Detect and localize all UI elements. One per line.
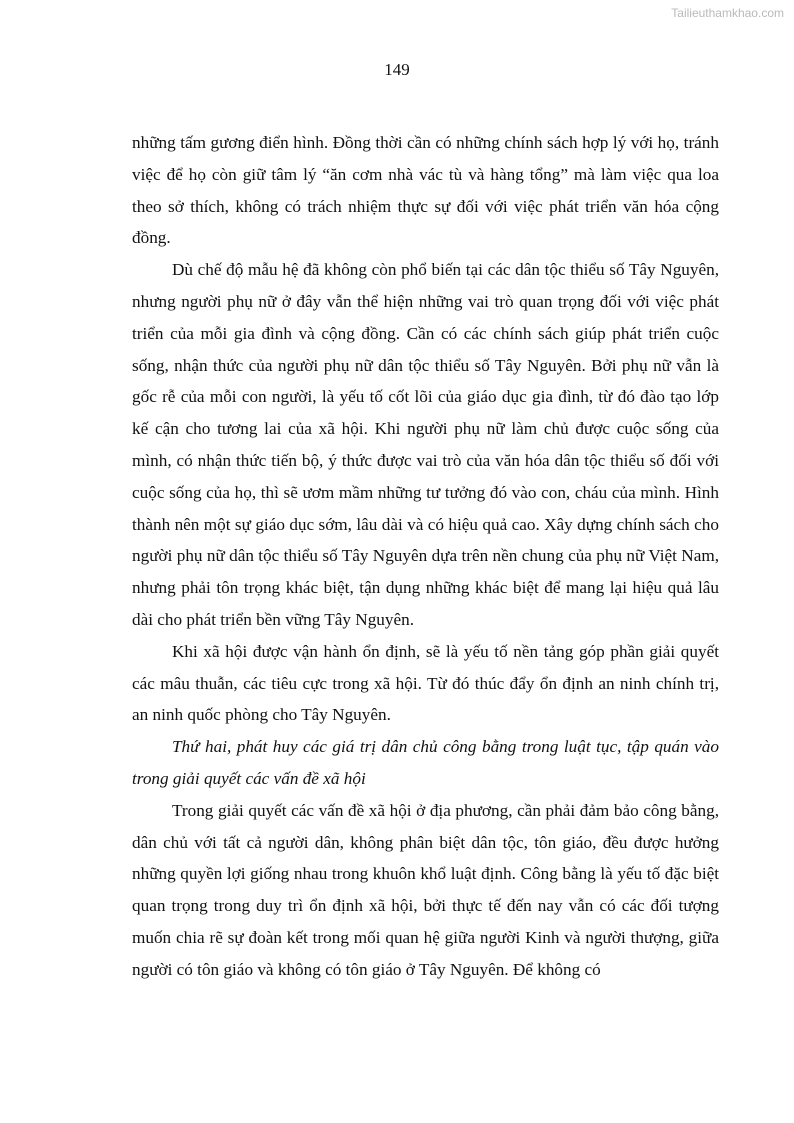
paragraph-1: những tấm gương điển hình. Đồng thời cần có những chính sách hợp lý với họ, tránh việc để họ còn giữ tâm lý “ăn cơm nhà vác tù và hàng tổng” mà làm việc qua loa theo sở thích, không có trách nhiệm thực sự đối với việc phát triển văn hóa cộng đồng. xyxy=(132,133,719,248)
watermark: Tailieuthamkhao.com xyxy=(671,6,784,20)
paragraph-4: Trong giải quyết các vấn đề xã hội ở địa phương, cần phải đảm bảo công bằng, dân chủ với tất cả người dân, không phân biệt dân tộc, tôn giáo, đều được hưởng những quyền lợi giống nhau trong khuôn khổ luật định. Công bằng là yếu tố đặc biệt quan trọng trong duy trì ổn định xã hội, bởi thực tế đến nay vẫn có các đối tượng muốn chia rẽ sự đoàn kết trong mối quan hệ giữa người Kinh và người thượng, giữa người có tôn giáo và không có tôn giáo ở Tây Nguyên. Để không có xyxy=(132,800,719,979)
page-number: 149 xyxy=(384,60,410,79)
section-heading: Thứ hai, phát huy các giá trị dân chủ công bằng trong luật tục, tập quán vào trong giải quyết các vấn đề xã hội xyxy=(132,737,719,788)
paragraph-2: Dù chế độ mẫu hệ đã không còn phổ biến tại các dân tộc thiểu số Tây Nguyên, nhưng người phụ nữ ở đây vẫn thể hiện những vai trò quan trọng đối với việc phát triển của mỗi gia đình và cộng đồng. Cần có các chính sách giúp phát triển cuộc sống, nhận thức của người phụ nữ dân tộc thiểu số Tây Nguyên. Bởi phụ nữ vẫn là gốc rễ của mỗi con người, là yếu tố cốt lõi của giáo dục gia đình, từ đó đào tạo lớp kế cận cho tương lai của xã hội. Khi người phụ nữ làm chủ được cuộc sống của mình, có nhận thức tiến bộ, ý thức được vai trò của văn hóa dân tộc thiểu số đối với cuộc sống của họ, thì sẽ ươm mầm những tư tưởng đó vào con, cháu của mình. Hình thành nên một sự giáo dục sớm, lâu dài và có hiệu quả cao. Xây dựng chính sách cho người phụ nữ dân tộc thiểu số Tây Nguyên dựa trên nền chung của phụ nữ Việt Nam, nhưng phải tôn trọng khác biệt, tận dụng những khác biệt để mang lại hiệu quả lâu dài cho phát triển bền vững Tây Nguyên. xyxy=(132,260,719,629)
paragraph-3: Khi xã hội được vận hành ổn định, sẽ là yếu tố nền tảng góp phần giải quyết các mâu thuẫn, các tiêu cực trong xã hội. Từ đó thúc đẩy ổn định an ninh chính trị, an ninh quốc phòng cho Tây Nguyên. xyxy=(132,641,719,725)
document-body xyxy=(132,127,719,986)
